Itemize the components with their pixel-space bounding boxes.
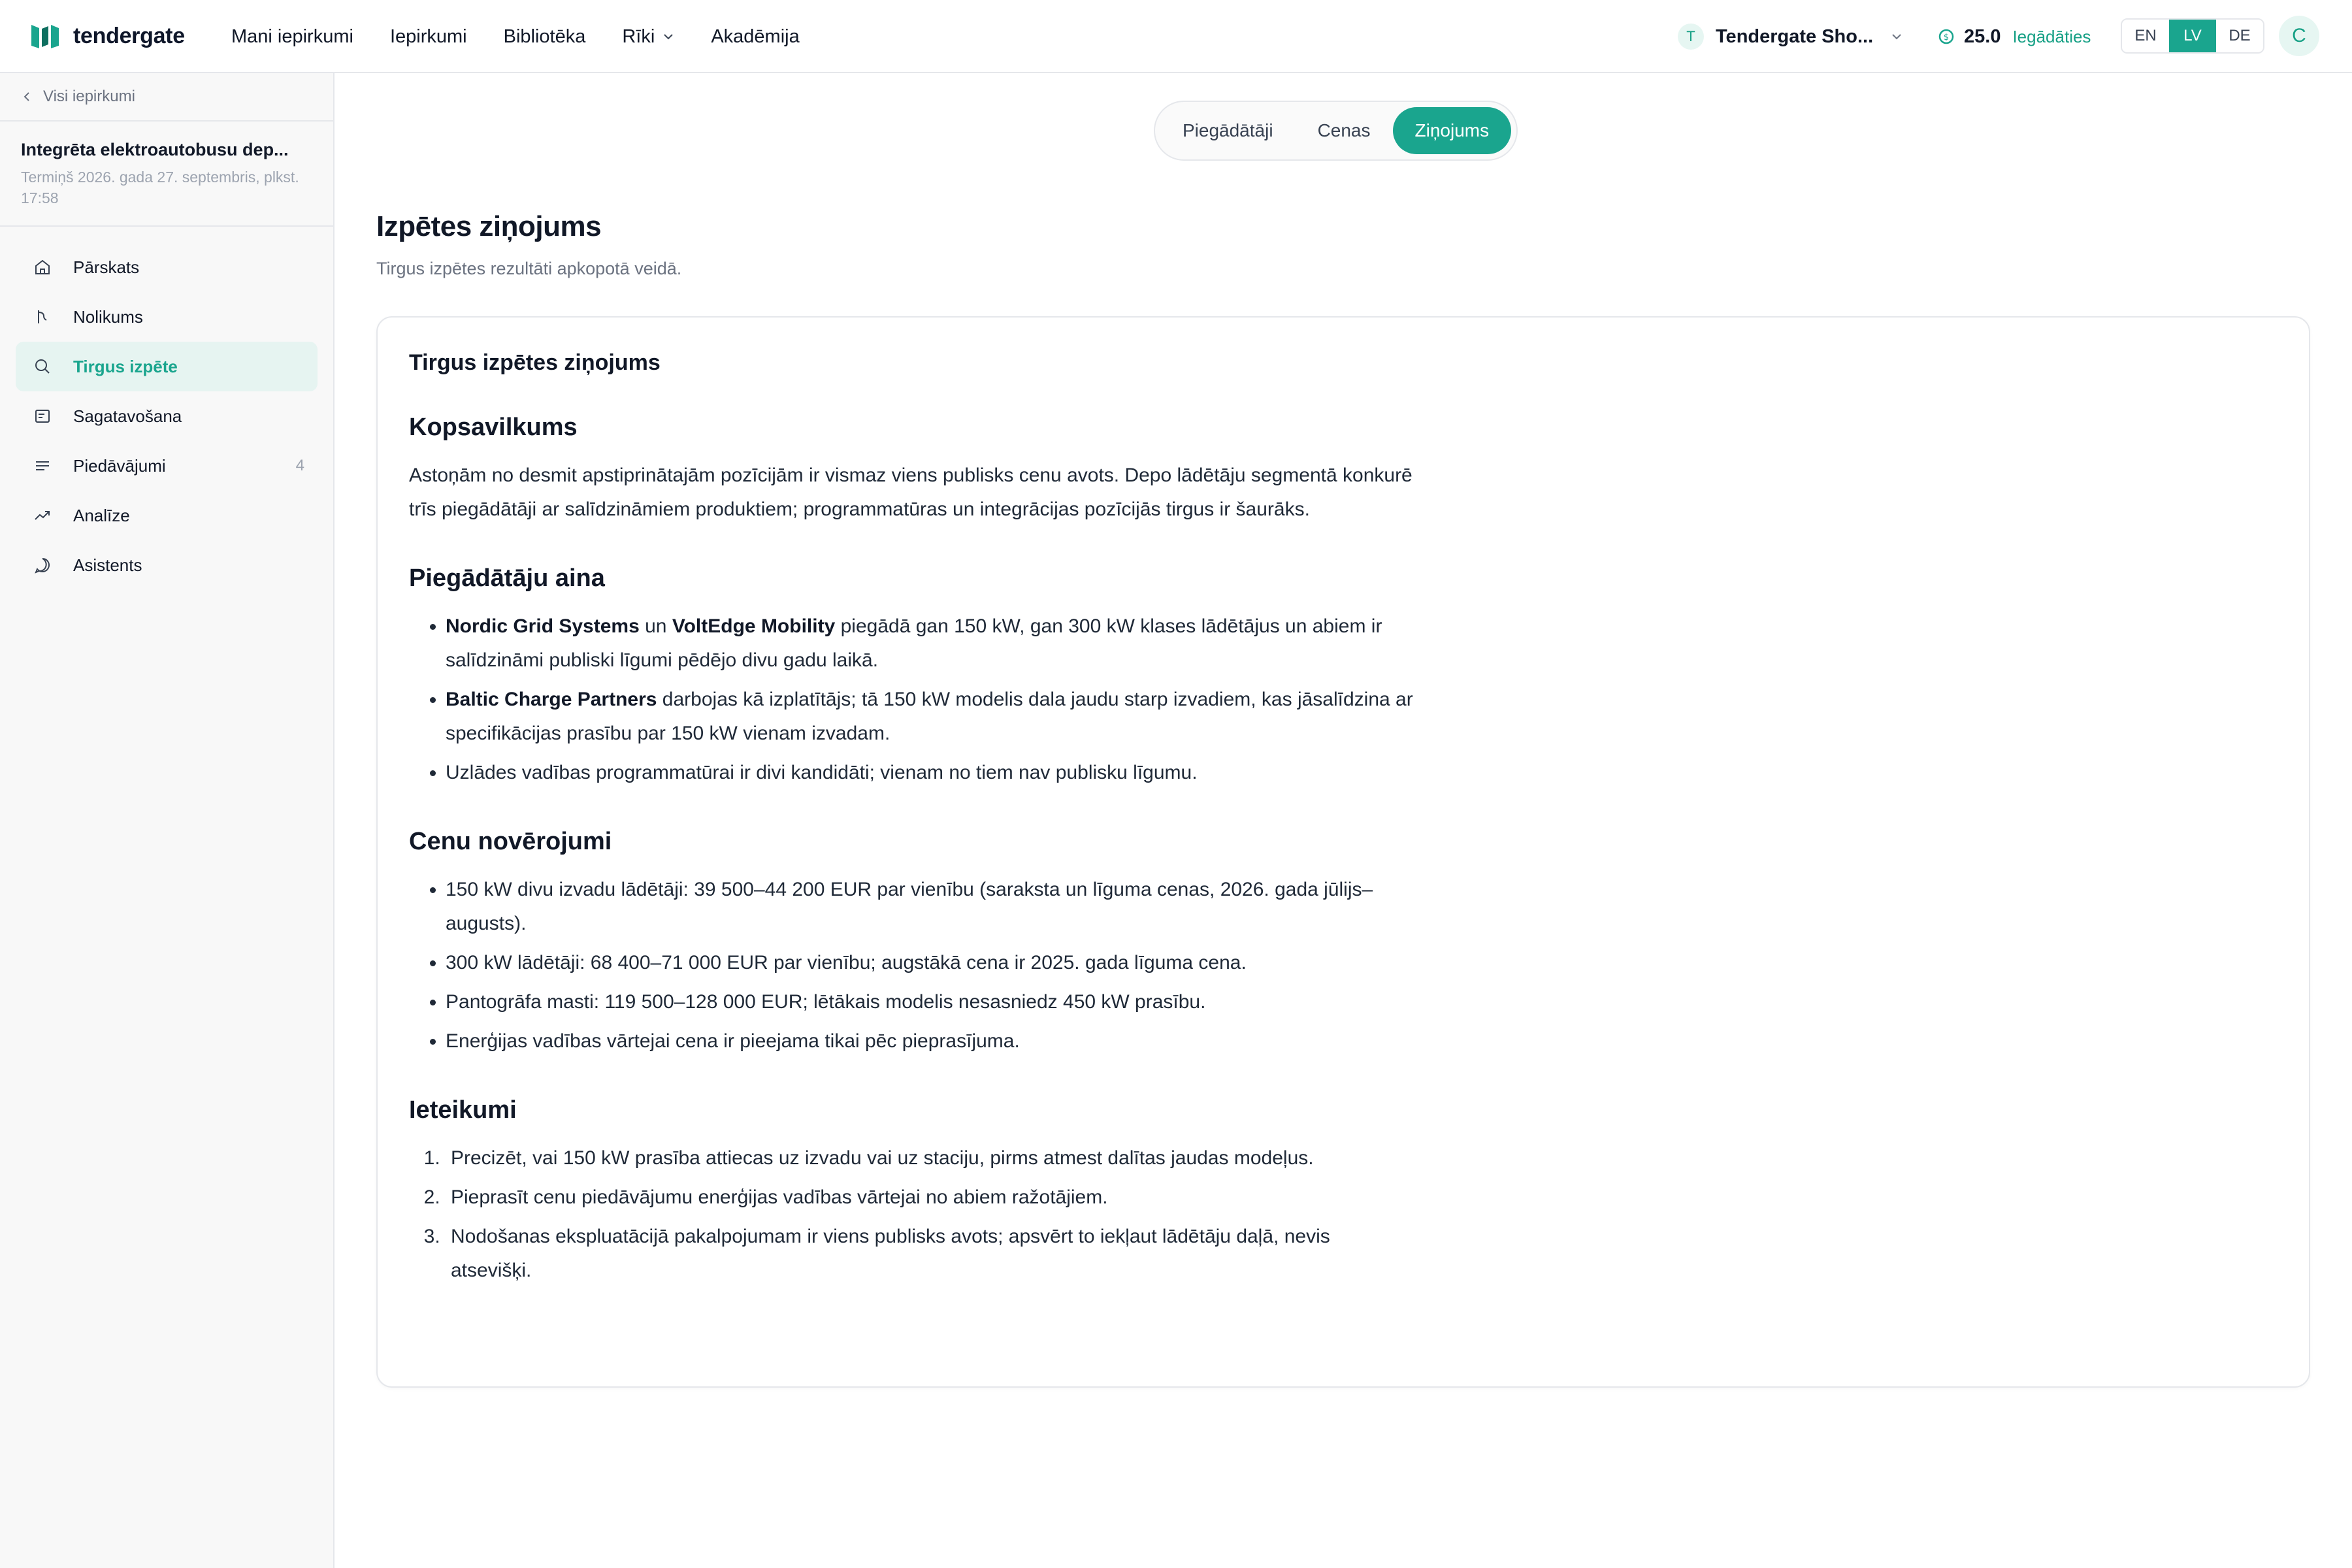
nav-iepirkumi[interactable] [390, 26, 467, 48]
lang-de-button[interactable]: DE [2216, 20, 2263, 52]
sidebar-item-tirgus-izpete[interactable] [16, 342, 318, 391]
lang-lv-button[interactable]: LV [2169, 20, 2216, 52]
sidebar-item-piedavajumi[interactable] [16, 441, 318, 491]
main-nav [231, 0, 836, 73]
project-info [0, 122, 333, 227]
recommendations-heading: Ieteikumi [409, 1096, 517, 1124]
chat-icon [33, 555, 52, 575]
nav-label: Akadēmija [711, 25, 800, 47]
nav-biblioteka[interactable] [504, 26, 586, 48]
chevron-left-icon [21, 91, 33, 103]
sidebar-menu [0, 227, 333, 606]
sidebar-item-label: Analīze [73, 505, 130, 525]
list-item: 2. Pieprasīt cenu piedāvājumu enerģijas vadības vārtejai no abiem ražotājiem. [446, 1181, 1415, 1215]
lang-en-button[interactable]: EN [2122, 20, 2169, 52]
logo-icon [30, 22, 60, 50]
nav-label: Bibliotēka [503, 25, 586, 47]
sidebar-item-asistents[interactable] [16, 540, 318, 590]
page-title: Izpētes ziņojums [376, 210, 602, 242]
list-icon [33, 456, 52, 476]
user-avatar[interactable]: C [2279, 16, 2319, 56]
back-label: Visi iepirkumi [43, 88, 135, 105]
list-item [446, 683, 1415, 751]
summary-text: Astoņām no desmit apstiprinātajām pozīcijām ir vismaz viens publisks cenu avots. Depo lādētāju segmentā konkurē trīs piegādātāji ar salīdzināmiem produktiem; programmatūras un integrācijas pozīcijās tirgus ir šaurāks. [409, 465, 1413, 520]
list-item: • Enerģijas vadības vārtejai cena ir pieejama tikai pēc pieprasījuma. [446, 1024, 1415, 1058]
main-content [336, 73, 2352, 1568]
brand-name: tendergate [73, 23, 185, 48]
org-switcher[interactable] [1678, 22, 1903, 51]
sidebar-item-label: Nolikums [73, 306, 143, 327]
credits-value: 25.0 [1964, 25, 2001, 47]
chevron-down-icon [662, 31, 674, 42]
nav-label: Rīki [622, 25, 655, 47]
trend-icon [33, 506, 52, 525]
sidebar-item-label: Tirgus izpēte [73, 356, 178, 376]
prices-list [409, 873, 1415, 1058]
prices-heading: Cenu novērojumi [409, 828, 612, 855]
supplier-name: VoltEdge Mobility [672, 615, 836, 637]
home-icon [33, 257, 52, 277]
conjunction: un [645, 615, 667, 637]
top-header [0, 0, 2352, 73]
tab-piegadataji[interactable]: Piegādātāji [1183, 120, 1273, 140]
list-item-text: darbojas kā izplatītājs; tā 150 kW modelis dala jaudu starp izvadiem, kas jāsalīdzina ar specifikācijas prasību par 150 kW vienam izvadam. [446, 689, 1413, 744]
nav-label: Mani iepirkumi [231, 25, 353, 47]
list-item: • Uzlādes vadības programmatūrai ir divi kandidāti; vienam no tiem nav publisku līgumu. [446, 756, 1415, 790]
report-body [409, 350, 1415, 1293]
nav-akademija[interactable] [711, 26, 799, 48]
sidebar-item-label: Sagatavošana [73, 406, 182, 426]
org-avatar: T [1678, 24, 1704, 50]
project-title: Integrēta elektroautobusu dep... [21, 140, 289, 159]
nav-label: Iepirkumi [389, 25, 467, 47]
project-deadline: Termiņš 2026. gada 27. septembris, plkst. 17:58 [21, 169, 299, 206]
back-to-all-link[interactable] [0, 73, 333, 122]
report-card [376, 316, 2310, 1388]
tab-cenas[interactable]: Cenas [1317, 120, 1371, 140]
suppliers-list [409, 610, 1415, 790]
credits-display [1938, 22, 2091, 51]
coin-icon [1938, 28, 1955, 45]
offers-count-badge: 4 [295, 457, 304, 474]
chevron-down-icon [1890, 30, 1903, 43]
list-item [446, 610, 1415, 678]
page-subtitle: Tirgus izpētes rezultāti apkopotā veidā. [376, 259, 682, 278]
sidebar-item-analize[interactable] [16, 491, 318, 540]
sidebar-item-nolikums[interactable] [16, 292, 318, 342]
list-item: • 150 kW divu izvadu lādētāji: 39 500–44 200 EUR par vienību (saraksta un līguma cenas, 2026. gada jūlijs–augusts). [446, 873, 1415, 941]
search-icon [33, 357, 52, 376]
sidebar-item-sagatavosana[interactable] [16, 391, 318, 441]
brand-logo[interactable] [30, 22, 185, 50]
tab-zinojums[interactable]: Ziņojums [1393, 107, 1512, 154]
supplier-name: Baltic Charge Partners [446, 689, 657, 710]
svg-text:$: $ [1943, 33, 1950, 42]
document-icon [33, 307, 52, 327]
list-item: • Pantogrāfa masti: 119 500–128 000 EUR; lētākais modelis nesasniedz 450 kW prasību. [446, 985, 1415, 1019]
nav-mani-iepirkumi[interactable] [231, 26, 353, 48]
sidebar-item-label: Piedāvājumi [73, 455, 166, 476]
list-item: • 300 kW lādētāji: 68 400–71 000 EUR par vienību; augstākā cena ir 2025. gada līguma cena. [446, 946, 1415, 980]
sidebar [0, 73, 335, 1568]
sidebar-item-label: Asistents [73, 555, 142, 575]
recommendations-list [409, 1141, 1415, 1288]
nav-riki-dropdown[interactable] [622, 26, 674, 48]
org-name: Tendergate Sho... [1716, 25, 1874, 47]
supplier-name: Nordic Grid Systems [446, 615, 640, 637]
buy-credits-link[interactable]: Iegādāties [2012, 26, 2091, 46]
report-title: Tirgus izpētes ziņojums [409, 350, 661, 375]
sidebar-item-parskats[interactable] [16, 242, 318, 292]
sidebar-item-label: Pārskats [73, 257, 140, 277]
list-item-text: piegādā gan 150 kW, gan 300 kW klases lādētājus un abiem ir salīdzināmi publiski līgumi pēdējo divu gadu laikā. [446, 615, 1382, 671]
view-tabs [1154, 101, 1518, 161]
suppliers-heading: Piegādātāju aina [409, 564, 605, 592]
list-item: 1. Precizēt, vai 150 kW prasība attiecas uz izvadu vai uz staciju, pirms atmest dalītas jaudas modeļus. [446, 1141, 1415, 1175]
summary-heading: Kopsavilkums [409, 414, 578, 441]
form-icon [33, 406, 52, 426]
language-switcher [2121, 18, 2264, 54]
list-item: 3. Nodošanas ekspluatācijā pakalpojumam ir viens publisks avots; apsvērt to iekļaut lādētāju daļā, nevis atsevišķi. [446, 1220, 1415, 1288]
